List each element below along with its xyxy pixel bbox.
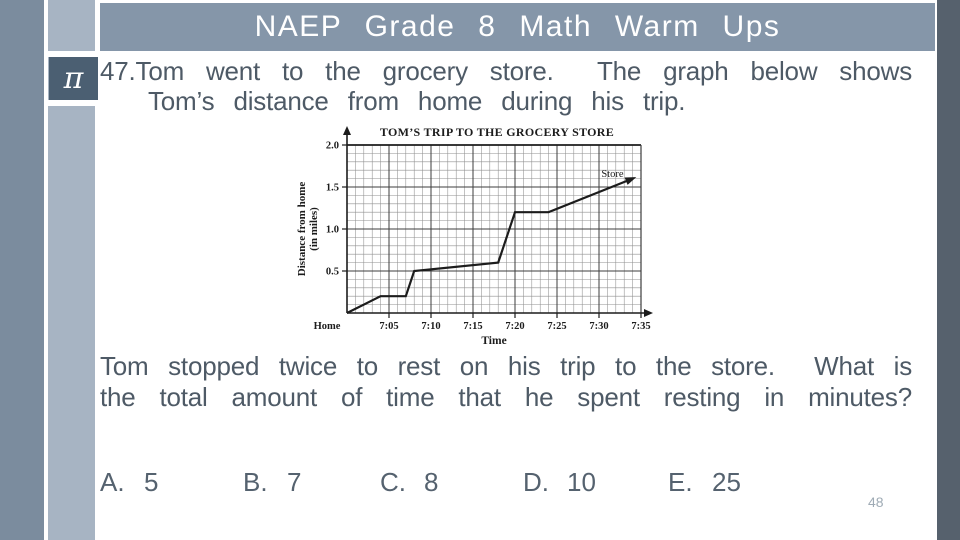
x-tick-label: 7:10: [421, 321, 441, 332]
slide-title: NAEP Grade 8 Math Warm Ups: [254, 10, 781, 43]
graph-title: TOM’S TRIP TO THE GROCERY STORE: [379, 125, 615, 139]
x-axis-title: Time: [481, 335, 507, 347]
x-tick-label: 7:20: [505, 321, 525, 332]
pi-icon: π: [63, 60, 84, 96]
body-line-1: Tom stopped twice to rest on his trip to the store. What is: [100, 351, 912, 381]
answer-option-d: D. 10: [523, 467, 596, 497]
question-text: [100, 56, 912, 116]
distance-time-graph: [283, 122, 683, 350]
left-outer-band: [0, 0, 44, 540]
x-tick-label: 7:35: [631, 321, 651, 332]
right-band: [937, 0, 960, 540]
answer-option-b: B. 7: [243, 467, 302, 497]
y-tick-label: 1.5: [325, 182, 339, 194]
page-number: 48: [868, 494, 884, 510]
question-line-2: Tom’s distance from home during his trip.: [148, 86, 686, 116]
slide-title-bar: [100, 3, 935, 51]
store-annotation: Store: [601, 168, 624, 180]
x-tick-label: 7:15: [463, 321, 483, 332]
x-axis-arrow: [644, 309, 653, 317]
question-number: 47.: [100, 56, 136, 86]
pi-logo-box: [49, 57, 98, 100]
y-axis-arrow: [343, 126, 351, 135]
answer-option-a: A. 5: [100, 467, 159, 497]
x-tick-label: 7:25: [547, 321, 567, 332]
body-paragraph: [100, 351, 912, 413]
x-tick-label-home: Home: [313, 321, 341, 332]
y-tick-label: 1.0: [325, 224, 339, 236]
y-tick-label: 0.5: [325, 266, 339, 278]
y-tick-label: 2.0: [325, 140, 339, 152]
y-axis-title: Distance from home(in miles): [296, 181, 320, 277]
x-tick-label: 7:05: [379, 321, 399, 332]
body-line-2: the total amount of time that he spent resting in minutes?: [100, 382, 912, 412]
answer-choices: [0, 467, 960, 503]
pi-box-bottom-gap: [44, 100, 100, 106]
distance-time-graph-svg: [283, 122, 683, 350]
answer-option-c: C. 8: [380, 467, 439, 497]
answer-option-e: E. 25: [668, 467, 741, 497]
x-tick-label: 7:30: [589, 321, 609, 332]
line-end-arrow: [625, 173, 638, 185]
question-line-1: 47.Tom went to the grocery store. The graph below shows: [100, 56, 912, 86]
